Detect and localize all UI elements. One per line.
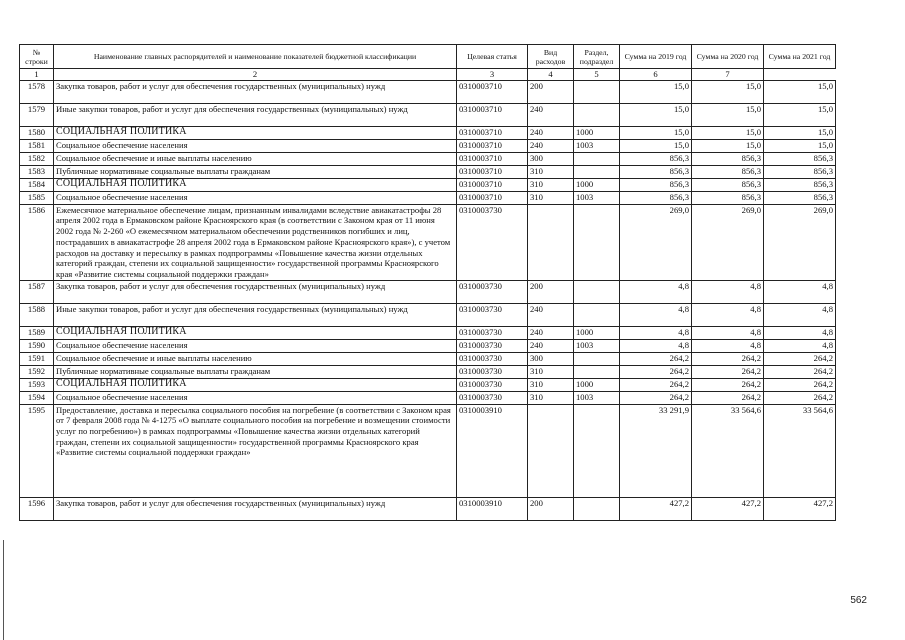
row-sum-2021: 15,0 (764, 80, 836, 103)
row-number: 1585 (20, 191, 54, 204)
row-number: 1588 (20, 303, 54, 326)
row-sum-2020: 4,8 (692, 303, 764, 326)
row-number: 1587 (20, 280, 54, 303)
row-number: 1579 (20, 103, 54, 126)
row-section: 1003 (574, 339, 620, 352)
row-sum-2019: 4,8 (620, 339, 692, 352)
row-target-article: 0310003910 (457, 404, 528, 497)
row-name: Социальное обеспечение населения (54, 139, 457, 152)
row-name: Закупка товаров, работ и услуг для обеспечения государственных (муниципальных) нужд (54, 497, 457, 520)
row-sum-2019: 856,3 (620, 178, 692, 191)
row-sum-2020: 15,0 (692, 103, 764, 126)
row-sum-2021: 264,2 (764, 378, 836, 391)
row-number: 1578 (20, 80, 54, 103)
row-number: 1590 (20, 339, 54, 352)
header-col-number: 3 (457, 69, 528, 81)
row-sum-2021: 33 564,6 (764, 404, 836, 497)
row-sum-2020: 269,0 (692, 204, 764, 280)
row-target-article: 0310003710 (457, 178, 528, 191)
row-section: 1000 (574, 378, 620, 391)
row-sum-2019: 15,0 (620, 139, 692, 152)
table-body (20, 80, 836, 520)
header-col-number: 5 (574, 69, 620, 81)
row-sum-2020: 856,3 (692, 191, 764, 204)
row-sum-2021: 264,2 (764, 391, 836, 404)
row-expense-type (528, 204, 574, 280)
row-number: 1582 (20, 152, 54, 165)
row-sum-2019: 269,0 (620, 204, 692, 280)
row-name: Закупка товаров, работ и услуг для обеспечения государственных (муниципальных) нужд (54, 280, 457, 303)
row-sum-2021: 264,2 (764, 365, 836, 378)
row-target-article: 0310003730 (457, 303, 528, 326)
header-sum-2021: Сумма на 2021 год (764, 45, 836, 69)
row-sum-2020: 4,8 (692, 280, 764, 303)
row-target-article: 0310003710 (457, 152, 528, 165)
row-target-article: 0310003730 (457, 326, 528, 339)
table-row (20, 165, 836, 178)
table-row (20, 178, 836, 191)
row-name: СОЦИАЛЬНАЯ ПОЛИТИКА (54, 326, 457, 339)
row-name: Публичные нормативные социальные выплаты гражданам (54, 365, 457, 378)
row-sum-2020: 856,3 (692, 152, 764, 165)
row-target-article: 0310003730 (457, 352, 528, 365)
row-number: 1596 (20, 497, 54, 520)
row-target-article: 0310003730 (457, 365, 528, 378)
row-expense-type: 300 (528, 352, 574, 365)
header-name: Наименование главных распорядителей и наименование показателей бюджетной классификации (54, 45, 457, 69)
row-section: 1003 (574, 191, 620, 204)
header-row-number: № строки (20, 45, 54, 69)
row-target-article: 0310003730 (457, 391, 528, 404)
row-section (574, 152, 620, 165)
row-target-article: 0310003910 (457, 497, 528, 520)
row-sum-2021: 269,0 (764, 204, 836, 280)
header-col-number: 2 (54, 69, 457, 81)
row-target-article: 0310003710 (457, 165, 528, 178)
row-expense-type: 310 (528, 378, 574, 391)
row-sum-2021: 427,2 (764, 497, 836, 520)
row-number: 1581 (20, 139, 54, 152)
row-expense-type: 300 (528, 152, 574, 165)
row-sum-2021: 856,3 (764, 165, 836, 178)
row-expense-type: 310 (528, 365, 574, 378)
header-row (20, 45, 836, 69)
table-row (20, 497, 836, 520)
row-sum-2020: 33 564,6 (692, 404, 764, 497)
row-sum-2019: 4,8 (620, 280, 692, 303)
row-name: Социальное обеспечение населения (54, 191, 457, 204)
table-row (20, 365, 836, 378)
row-name: Социальное обеспечение и иные выплаты населению (54, 352, 457, 365)
row-number: 1584 (20, 178, 54, 191)
row-sum-2019: 427,2 (620, 497, 692, 520)
row-target-article: 0310003730 (457, 204, 528, 280)
row-sum-2019: 4,8 (620, 303, 692, 326)
row-number: 1586 (20, 204, 54, 280)
row-sum-2020: 15,0 (692, 126, 764, 139)
row-name: Социальное обеспечение населения (54, 339, 457, 352)
row-section (574, 280, 620, 303)
table-row (20, 352, 836, 365)
row-name: СОЦИАЛЬНАЯ ПОЛИТИКА (54, 126, 457, 139)
header-number-row (20, 69, 836, 81)
row-sum-2021: 15,0 (764, 139, 836, 152)
row-name: СОЦИАЛЬНАЯ ПОЛИТИКА (54, 378, 457, 391)
header-section: Раздел, подраздел (574, 45, 620, 69)
row-section (574, 404, 620, 497)
row-sum-2019: 264,2 (620, 365, 692, 378)
row-name: СОЦИАЛЬНАЯ ПОЛИТИКА (54, 178, 457, 191)
page-number: 562 (850, 595, 867, 606)
row-sum-2021: 856,3 (764, 191, 836, 204)
row-sum-2021: 4,8 (764, 339, 836, 352)
row-expense-type: 240 (528, 139, 574, 152)
row-sum-2019: 15,0 (620, 126, 692, 139)
row-sum-2019: 33 291,9 (620, 404, 692, 497)
row-expense-type: 310 (528, 165, 574, 178)
row-name: Закупка товаров, работ и услуг для обеспечения государственных (муниципальных) нужд (54, 80, 457, 103)
row-sum-2020: 856,3 (692, 178, 764, 191)
row-number: 1589 (20, 326, 54, 339)
row-target-article: 0310003710 (457, 103, 528, 126)
row-expense-type: 200 (528, 497, 574, 520)
row-section (574, 497, 620, 520)
table-row (20, 204, 836, 280)
row-target-article: 0310003710 (457, 126, 528, 139)
table-row (20, 80, 836, 103)
row-section (574, 352, 620, 365)
header-sum-2020: Сумма на 2020 год (692, 45, 764, 69)
row-sum-2021: 4,8 (764, 280, 836, 303)
row-sum-2019: 15,0 (620, 80, 692, 103)
row-sum-2020: 264,2 (692, 378, 764, 391)
header-col-number: 7 (692, 69, 764, 81)
row-sum-2019: 856,3 (620, 191, 692, 204)
row-name: Социальное обеспечение населения (54, 391, 457, 404)
row-section (574, 80, 620, 103)
row-sum-2021: 856,3 (764, 178, 836, 191)
header-expense-type: Вид расходов (528, 45, 574, 69)
table-row (20, 378, 836, 391)
header-col-number: 6 (620, 69, 692, 81)
row-section (574, 303, 620, 326)
row-section (574, 204, 620, 280)
row-section (574, 365, 620, 378)
row-name: Ежемесячное материальное обеспечение лицам, признанным инвалидами вследствие авиакатастрофы 28 апреля 2002 года в Ермаковском районе Красноярского края (в соответствии с Законом края от 11 июня 2002 года № 2-260 «О ежемесячном материальном обеспечении родственников погибших и лиц, пострадавших в авиакатастрофе 28 апреля 2002 года в Ермаковском районе Красноярского края»), с учетом расходов на доставку и пересылку в рамках подпрограммы «Повышение качества жизни отдельных категорий граждан, степени их социальной защищенности» государственной программы Красноярского края «Развитие системы социальной поддержки граждан» (54, 204, 457, 280)
row-sum-2021: 264,2 (764, 352, 836, 365)
row-expense-type: 240 (528, 326, 574, 339)
row-number: 1591 (20, 352, 54, 365)
row-sum-2019: 856,3 (620, 165, 692, 178)
row-sum-2019: 15,0 (620, 103, 692, 126)
table-row (20, 303, 836, 326)
table-row (20, 126, 836, 139)
row-number: 1595 (20, 404, 54, 497)
row-number: 1583 (20, 165, 54, 178)
table-row (20, 103, 836, 126)
budget-table (19, 44, 836, 521)
row-sum-2020: 856,3 (692, 165, 764, 178)
row-section: 1003 (574, 391, 620, 404)
row-sum-2020: 4,8 (692, 339, 764, 352)
row-section: 1000 (574, 326, 620, 339)
row-name: Предоставление, доставка и пересылка социального пособия на погребение (в соответствии с Законом края от 7 февраля 2008 года № 4-1275 «О выплате социального пособия на погребение и возмещении стоимости услуг по погребению») в рамках подпрограммы «Повышение качества жизни отдельных категорий граждан, степени их социальной защищенности» государственной программы Красноярского края «Развитие системы социальной поддержки граждан» (54, 404, 457, 497)
row-expense-type: 240 (528, 126, 574, 139)
table-row (20, 139, 836, 152)
table-row (20, 404, 836, 497)
row-expense-type: 240 (528, 103, 574, 126)
row-name: Социальное обеспечение и иные выплаты населению (54, 152, 457, 165)
row-expense-type: 240 (528, 303, 574, 326)
row-expense-type: 200 (528, 280, 574, 303)
row-sum-2019: 264,2 (620, 378, 692, 391)
row-sum-2021: 4,8 (764, 326, 836, 339)
row-sum-2019: 4,8 (620, 326, 692, 339)
row-section: 1000 (574, 178, 620, 191)
row-section: 1003 (574, 139, 620, 152)
row-sum-2021: 4,8 (764, 303, 836, 326)
row-section (574, 103, 620, 126)
row-sum-2021: 15,0 (764, 103, 836, 126)
header-col-number: 1 (20, 69, 54, 81)
row-sum-2020: 15,0 (692, 139, 764, 152)
table-row (20, 280, 836, 303)
row-sum-2020: 4,8 (692, 326, 764, 339)
table-row (20, 339, 836, 352)
scan-edge-line (3, 540, 4, 640)
row-target-article: 0310003710 (457, 80, 528, 103)
row-name: Иные закупки товаров, работ и услуг для обеспечения государственных (муниципальных) нужд (54, 303, 457, 326)
row-number: 1593 (20, 378, 54, 391)
row-target-article: 0310003710 (457, 191, 528, 204)
row-expense-type: 200 (528, 80, 574, 103)
header-target-article: Целевая статья (457, 45, 528, 69)
row-name: Публичные нормативные социальные выплаты гражданам (54, 165, 457, 178)
row-sum-2020: 264,2 (692, 365, 764, 378)
table-row (20, 191, 836, 204)
row-target-article: 0310003730 (457, 378, 528, 391)
table-row (20, 326, 836, 339)
row-sum-2020: 264,2 (692, 391, 764, 404)
row-sum-2021: 856,3 (764, 152, 836, 165)
row-sum-2019: 264,2 (620, 352, 692, 365)
row-number: 1594 (20, 391, 54, 404)
table-row (20, 152, 836, 165)
row-section (574, 165, 620, 178)
header-sum-2019: Сумма на 2019 год (620, 45, 692, 69)
row-sum-2020: 15,0 (692, 80, 764, 103)
row-sum-2019: 264,2 (620, 391, 692, 404)
row-target-article: 0310003730 (457, 280, 528, 303)
row-sum-2021: 15,0 (764, 126, 836, 139)
header-col-number: 4 (528, 69, 574, 81)
row-target-article: 0310003710 (457, 139, 528, 152)
row-sum-2020: 264,2 (692, 352, 764, 365)
row-target-article: 0310003730 (457, 339, 528, 352)
row-number: 1580 (20, 126, 54, 139)
row-expense-type: 310 (528, 391, 574, 404)
table-row (20, 391, 836, 404)
row-expense-type (528, 404, 574, 497)
row-section: 1000 (574, 126, 620, 139)
row-expense-type: 310 (528, 178, 574, 191)
row-sum-2020: 427,2 (692, 497, 764, 520)
row-name: Иные закупки товаров, работ и услуг для обеспечения государственных (муниципальных) нужд (54, 103, 457, 126)
row-expense-type: 240 (528, 339, 574, 352)
row-expense-type: 310 (528, 191, 574, 204)
row-number: 1592 (20, 365, 54, 378)
row-sum-2019: 856,3 (620, 152, 692, 165)
